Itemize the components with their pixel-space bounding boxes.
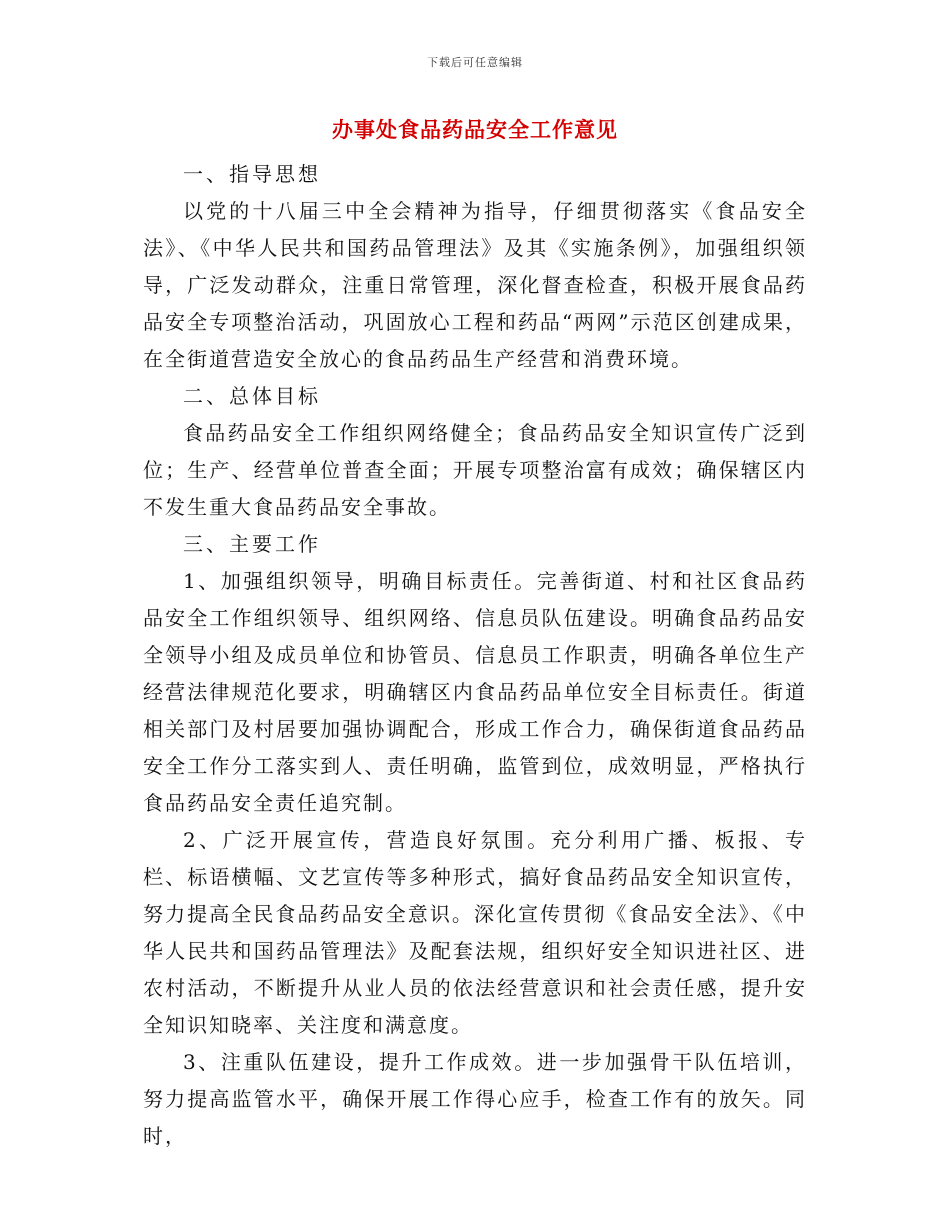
paragraph-main-work-2: 2、广泛开展宣传，营造良好氛围。充分利用广播、板报、专栏、标语横幅、文艺宣传等多种形式，搞好食品药品安全知识宣传，努力提高全民食品药品安全意识。深化宣传贯彻《食品安全法》、《中华人民共和国药品管理法》及配套法规，组织好安全知识进社区、进农村活动，不断提升从业人员的依法经营意识和社会责任感，提升安全知识知晓率、关注度和满意度。 xyxy=(143,828,807,1037)
paragraph-main-work-3: 3、注重队伍建设，提升工作成效。进一步加强骨干队伍培训，努力提高监管水平，确保开展工作得心应手，检查工作有的放矢。同时， xyxy=(143,1050,807,1148)
header-note: 下载后可任意编辑 xyxy=(427,56,523,69)
document-title: 办事处食品药品安全工作意见 xyxy=(332,117,618,142)
paragraph-main-work-1: 1、加强组织领导，明确目标责任。完善街道、村和社区食品药品安全工作组织领导、组织网络、信息员队伍建设。明确食品药品安全领导小组及成员单位和协管员、信息员工作职责，明确各单位生产经营法律规范化要求，明确辖区内食品药品单位安全目标责任。街道相关部门及村居要加强协调配合，形成工作合力，确保街道食品药品安全工作分工落实到人、责任明确，监管到位，成效明显，严格执行食品药品安全责任追究制。 xyxy=(143,569,807,815)
paragraph-guiding-ideology: 以党的十八届三中全会精神为指导，仔细贯彻落实《食品安全法》、《中华人民共和国药品管理法》及其《实施条例》，加强组织领导，广泛发动群众，注重日常管理，深化督查检查，积极开展食品药品安全专项整治活动，巩固放心工程和药品“两网”示范区创建成果，在全街道营造安全放心的食品药品生产经营和消费环境。 xyxy=(143,199,807,371)
section-heading-guiding-ideology: 一、指导思想 xyxy=(183,162,321,186)
section-heading-main-work: 三、主要工作 xyxy=(183,532,321,556)
document-body xyxy=(143,156,807,1155)
section-heading-overall-goals: 二、总体目标 xyxy=(183,384,321,408)
paragraph-overall-goals: 食品药品安全工作组织网络健全；食品药品安全知识宣传广泛到位；生产、经营单位普查全面；开展专项整治富有成效；确保辖区内不发生重大食品药品安全事故。 xyxy=(143,421,807,519)
